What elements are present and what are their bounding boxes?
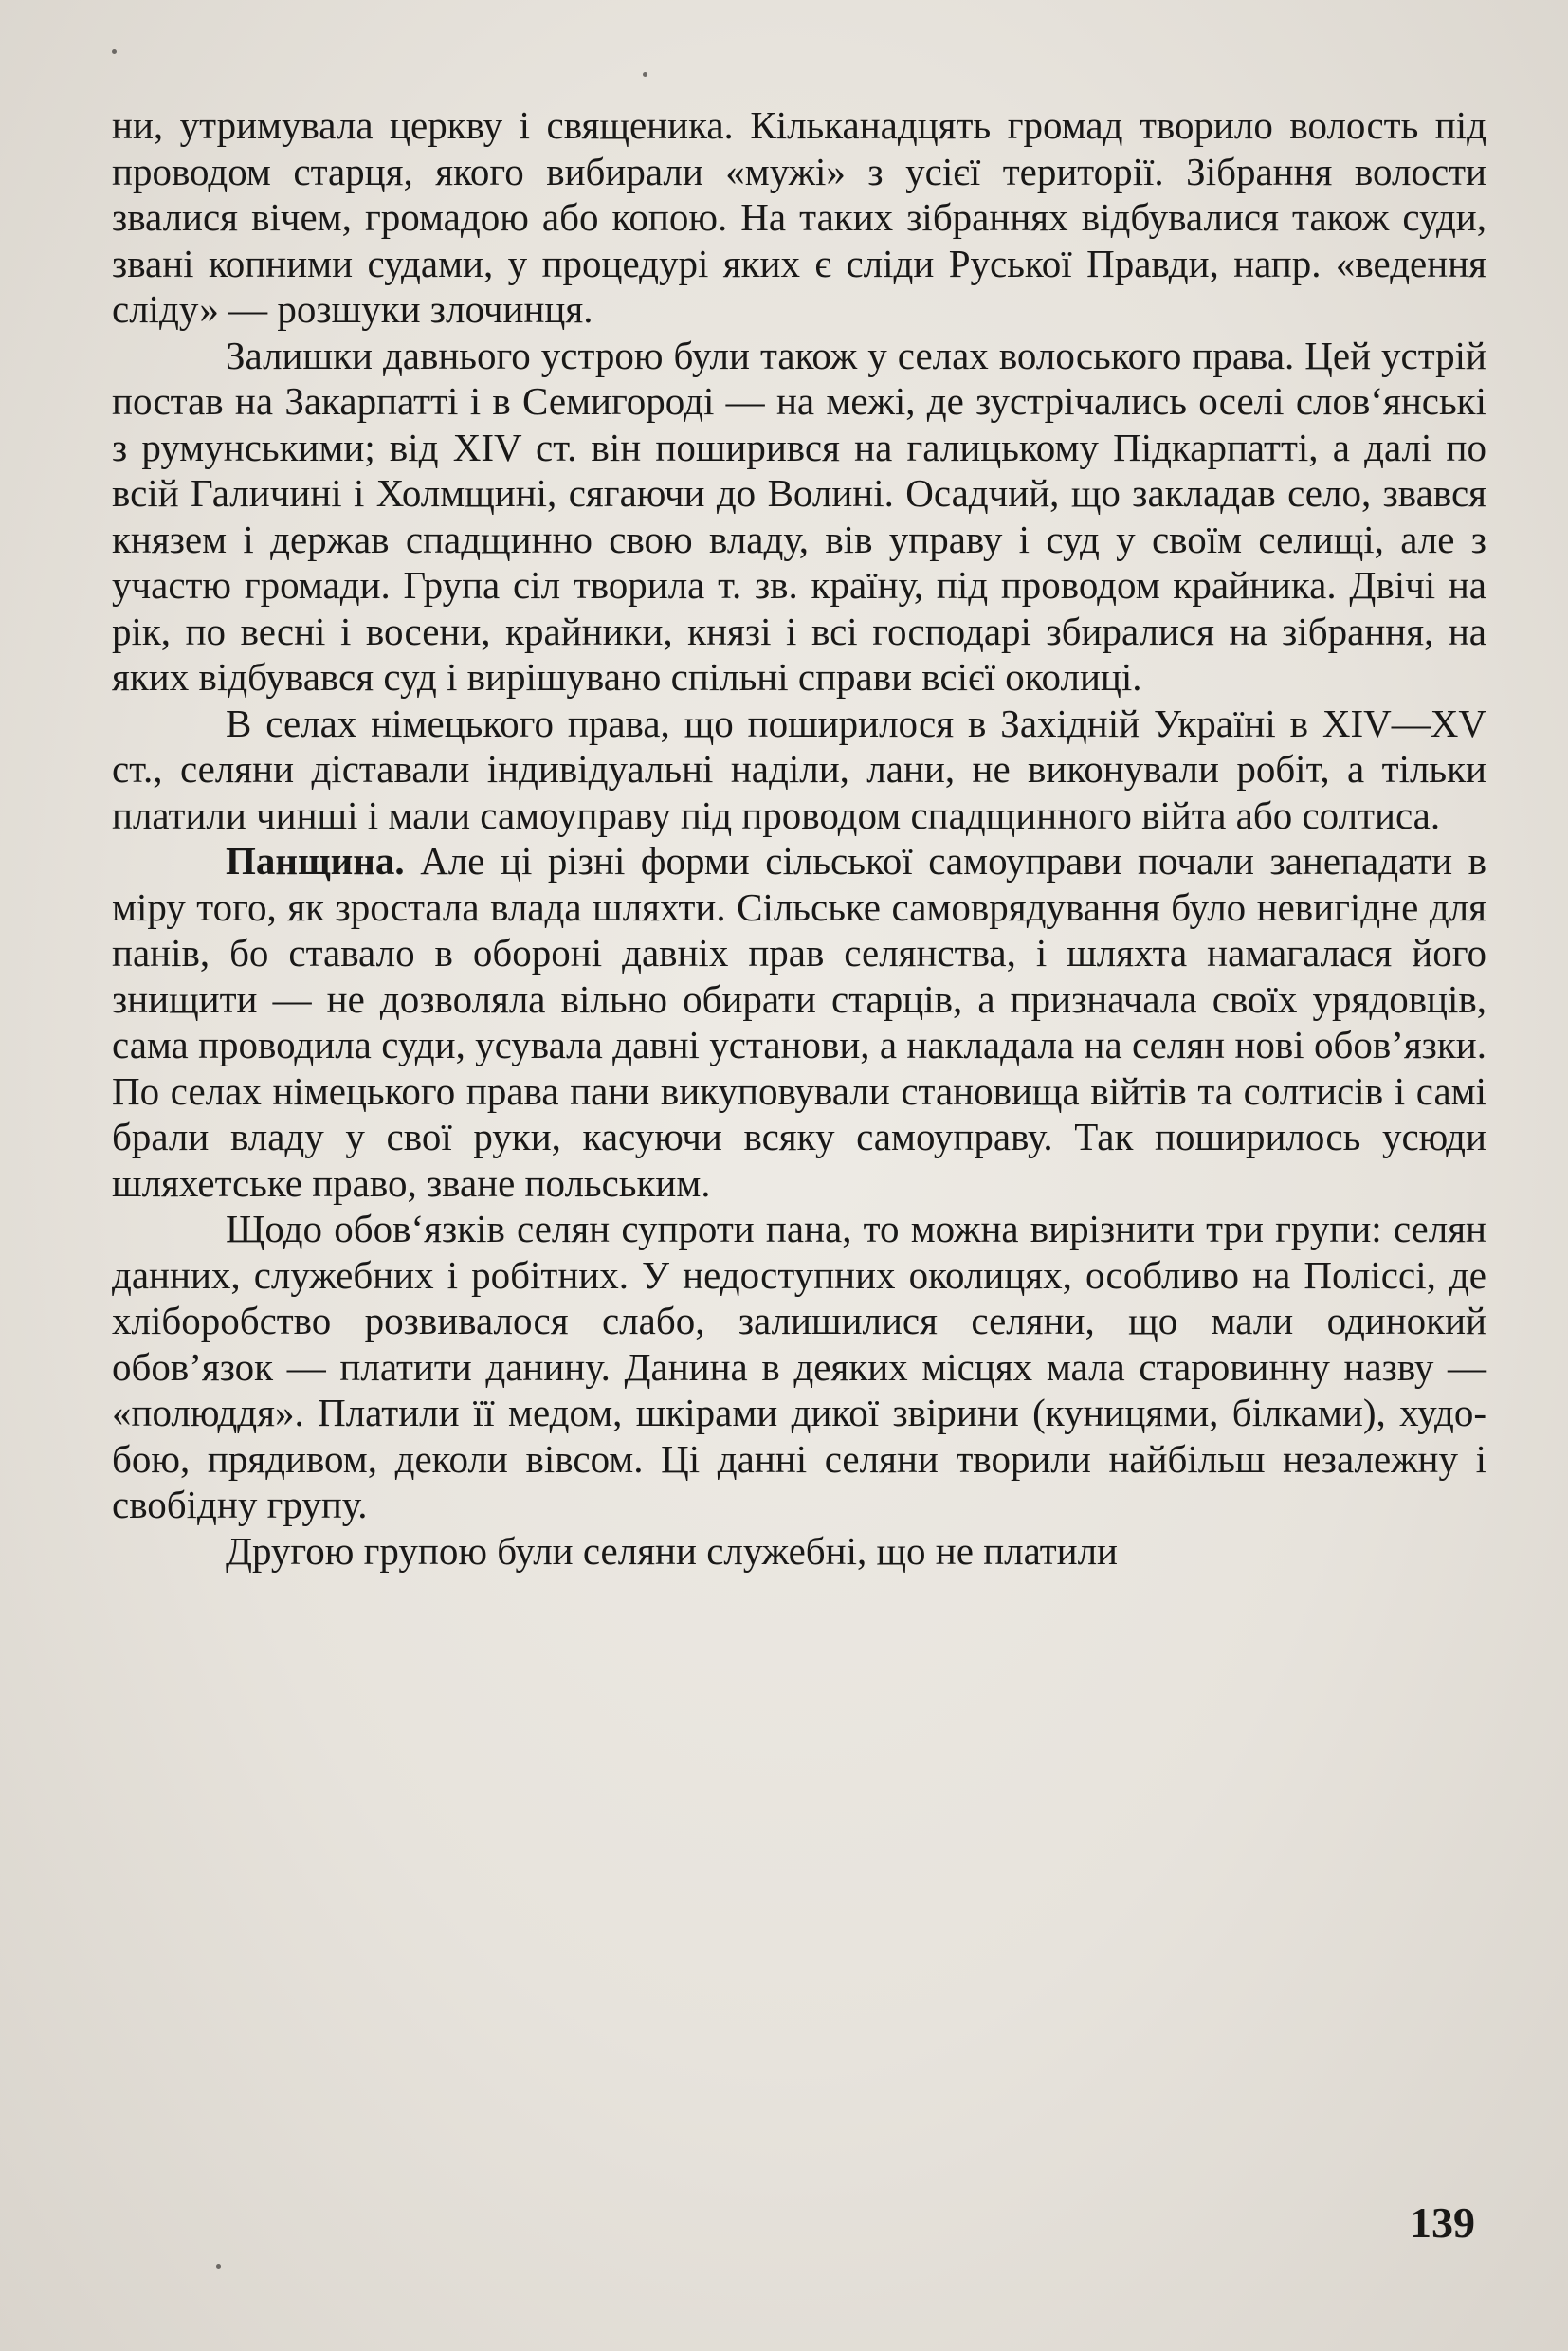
paragraph	[112, 1528, 1486, 1575]
ink-speck	[216, 2264, 221, 2269]
paragraph	[112, 838, 1486, 1206]
paragraph	[112, 701, 1486, 839]
paragraph-text: Другою групою були селяни служебні, що не платили	[226, 1528, 1118, 1573]
paragraph-text: Щодо обов‘язків селян супроти пана, то можна вирізнити три групи: селян данних, служебних і робітних. У недоступних околицях, особливо на Поліссі, де хліборобство розвивалося слабо, залишилися селяни, що мали одинокий обов’язок — платити данину. Данина в деяких місцях мала старовинну назву — «полюддя». Платили її медом, шкірами дикої звірини (куницями, білками), худобою, прядивом, деколи вівсом. Ці данні селяни творили найбільш незалежну і свобідну групу.	[112, 1207, 1486, 1526]
page-number: 139	[1410, 2198, 1475, 2247]
section-heading: Панщина.	[226, 839, 405, 883]
ink-speck	[112, 49, 117, 54]
ink-speck	[643, 72, 647, 77]
paragraph	[112, 102, 1486, 333]
paragraph-text: В селах німецького права, що поширилося в Західній Україні в XIV—XV ст., селяни діставали індивідуальні наділи, лани, не виконували робіт, а тільки платили чинші і мали самоуправу під проводом спадщинного війта або солтиса.	[112, 701, 1486, 837]
paragraph-text: Залишки давнього устрою були також у селах волоського права. Цей устрій постав на Закарпатті і в Семигороді — на межі, де зустрічались оселі слов‘янські з румунськими; від XIV ст. він поширився на галицькому Підкарпатті, а далі по всій Галичині і Холмщині, сягаючи до Волині. Осадчий, що закладав село, звався князем і держав спадщинно свою владу, вів управу і суд у своїм селищі, але з участю громади. Група сіл творила т. зв. країну, під проводом крайника. Двічі на рік, по весні і восени, крайники, князі і всі господарі збиралися на зібрання, на яких відбувався суд і вирішувано спільні справи всієї околиці.	[112, 333, 1486, 699]
paragraph	[112, 1206, 1486, 1528]
body-text	[112, 102, 1486, 1574]
paragraph-text: ни, утримувала церкву і священика. Кільканадцять громад творило волость під проводом старця, якого вибирали «мужі» з усієї території. Зібрання волости звалися вічем, громадою або копою. На таких зібраннях відбувалися також суди, звані копними судами, у процедурі яких є сліди Руської Правди, напр. «ведення сліду» — розшуки злочинця.	[112, 103, 1486, 331]
paragraph	[112, 333, 1486, 701]
paragraph-text: Але ці різні форми сільської самоуправи почали занепадати в міру того, як зростала влада шляхти. Сільське самоврядування було невигідне для панів, бо ставало в обороні давніх прав селянства, і шляхта намагалася його знищити — не дозволяла вільно обирати старців, а призначала своїх урядовців, сама проводила суди, усувала давні установи, а накладала на селян нові обов’язки. По селах німецького права пани викуповували становища війтів та солтисів і самі брали владу у свої руки, касуючи всяку самоуправу. Так поширилось усюди шляхетське право, зване польським.	[112, 839, 1486, 1205]
